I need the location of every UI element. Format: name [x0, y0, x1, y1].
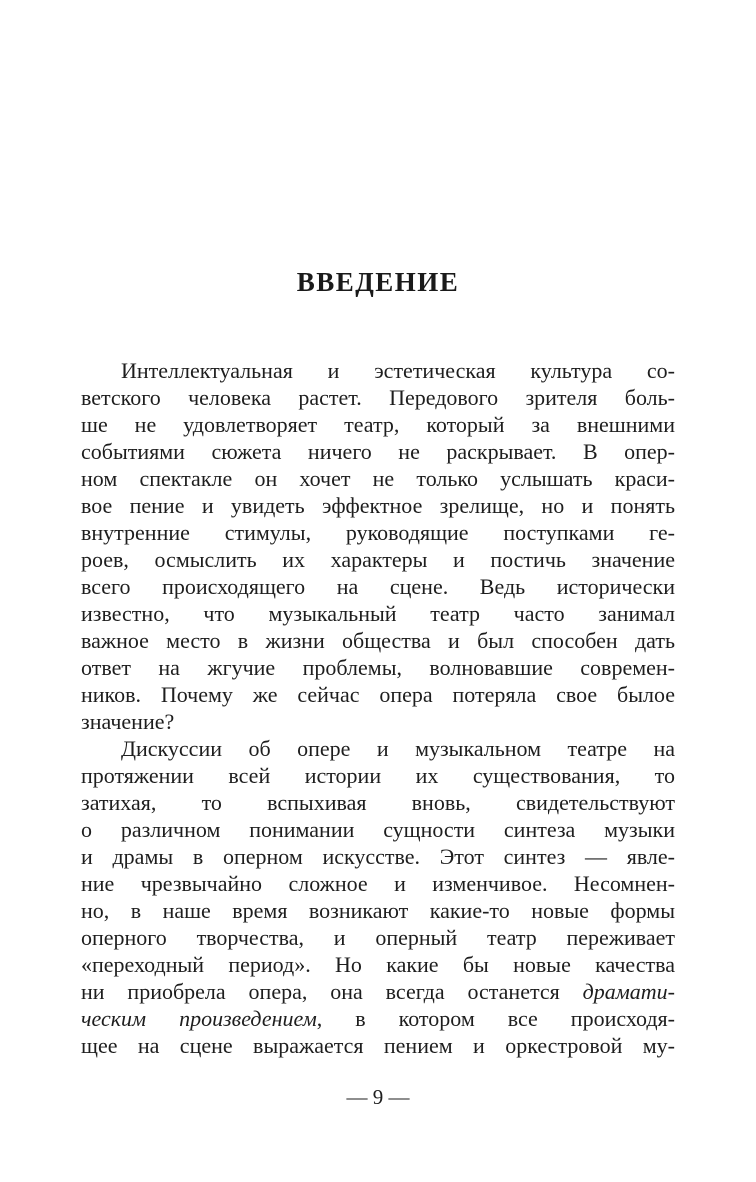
italic-text: ческим произведением	[81, 1006, 317, 1031]
text-line	[81, 843, 675, 870]
text-block	[81, 357, 675, 1059]
text-line	[81, 384, 675, 411]
body-text: затихая, то вспыхивая вновь, свидетельствуют	[81, 790, 675, 815]
text-line	[81, 492, 675, 519]
body-text: ветского человека растет. Передового зрителя боль-	[81, 385, 675, 410]
body-text: , в котором все происходя-	[316, 1006, 675, 1031]
body-text: но, в наше время возникают какие-то новые формы	[81, 898, 675, 923]
body-text: событиями сюжета ничего не раскрывает. В опер-	[81, 439, 675, 464]
text-line	[81, 1032, 675, 1059]
body-text: роев, осмыслить их характеры и постичь значение	[81, 547, 675, 572]
body-text: о различном понимании сущности синтеза музыки	[81, 817, 675, 842]
text-line	[81, 546, 675, 573]
text-line	[81, 762, 675, 789]
paragraph	[81, 357, 675, 735]
body-text: ответ на жгучие проблемы, волновавшие современ-	[81, 655, 675, 680]
text-line	[81, 465, 675, 492]
text-line	[81, 951, 675, 978]
text-line	[81, 627, 675, 654]
body-text: «переходный период». Но какие бы новые качества	[81, 952, 675, 977]
text-line	[81, 573, 675, 600]
paragraph	[81, 735, 675, 1059]
body-text: значение?	[81, 709, 175, 734]
text-line	[81, 438, 675, 465]
text-line	[81, 708, 675, 735]
chapter-heading: ВВЕДЕНИЕ	[296, 267, 460, 297]
body-text: Дискуссии об опере и музыкальном театре на	[121, 736, 675, 761]
italic-text: драмати-	[582, 979, 675, 1004]
text-line	[81, 357, 675, 384]
body-text: внутренние стимулы, руководящие поступками ге-	[81, 520, 675, 545]
body-text: ни приобрела опера, она всегда останется	[81, 979, 583, 1004]
body-text: Интеллектуальная и эстетическая культура со-	[121, 358, 675, 383]
body-text: протяжении всей истории их существования, то	[81, 763, 675, 788]
text-line	[81, 411, 675, 438]
body-text: важное место в жизни общества и был способен дать	[81, 628, 675, 653]
body-text: щее на сцене выражается пением и оркестровой му-	[81, 1033, 675, 1058]
body-text: известно, что музыкальный театр часто занимал	[81, 601, 675, 626]
text-line	[81, 897, 675, 924]
text-line	[81, 654, 675, 681]
text-line	[81, 978, 675, 1005]
body-text: всего происходящего на сцене. Ведь исторически	[81, 574, 675, 599]
text-line	[81, 1005, 675, 1032]
body-text: вое пение и увидеть эффектное зрелище, но и понять	[81, 493, 675, 518]
text-line	[81, 789, 675, 816]
text-line	[81, 870, 675, 897]
body-text: ном спектакле он хочет не только услышать краси-	[81, 466, 675, 491]
body-text: ние чрезвычайно сложное и изменчивое. Несомнен-	[81, 871, 675, 896]
body-text: ников. Почему же сейчас опера потеряла свое былое	[81, 682, 675, 707]
text-line	[81, 519, 675, 546]
text-line	[81, 681, 675, 708]
text-line	[81, 600, 675, 627]
body-text: оперного творчества, и оперный театр переживает	[81, 925, 675, 950]
text-line	[81, 735, 675, 762]
page-number: — 9 —	[346, 1085, 410, 1109]
body-text: ше не удовлетворяет театр, который за внешними	[81, 412, 675, 437]
text-line	[81, 816, 675, 843]
body-text: и драмы в оперном искусстве. Этот синтез — явле-	[81, 844, 675, 869]
text-line	[81, 924, 675, 951]
